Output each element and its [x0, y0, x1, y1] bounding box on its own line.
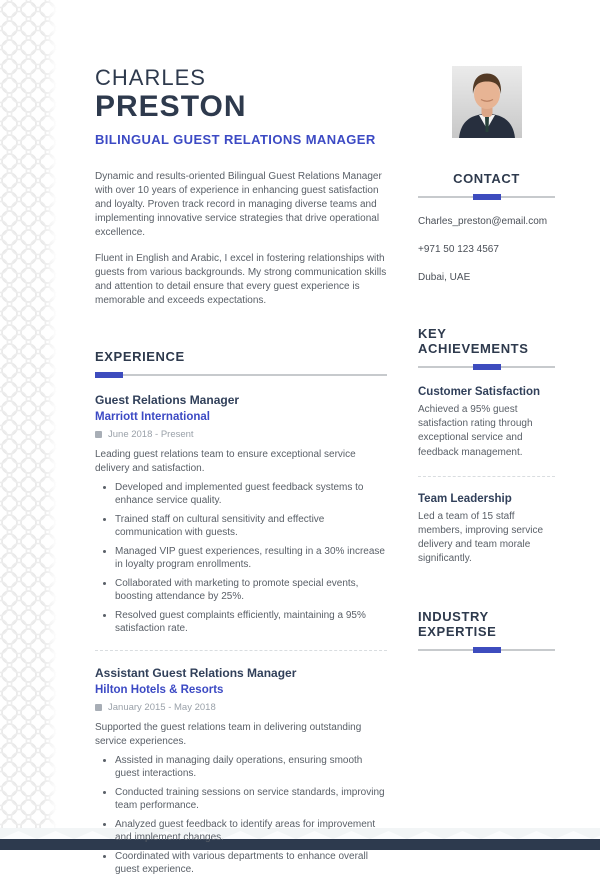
expertise-heading: INDUSTRY EXPERTISE: [418, 608, 497, 639]
job-bullet: • Developed and implemented guest feedback systems to enhance service quality.: [115, 481, 387, 508]
expertise-rule: [418, 647, 555, 653]
job-entry-2: [95, 666, 387, 877]
job-bullet: • Coordinated with various departments to enhance overall guest experience.: [115, 850, 387, 877]
achievement-description: Led a team of 15 staff members, improving service delivery and team morale significantly.: [418, 510, 544, 565]
summary-paragraph-2: Fluent in English and Arabic, I excel in fostering relationships with guests from various backgrounds. My strong communication skills and attention to detail ensure that every guest experience is memorable and exceeds expectations.: [95, 252, 387, 306]
job-bullet: • Trained staff on cultural sensitivity and effective communication with guests.: [115, 513, 387, 540]
experience-heading: EXPERIENCE: [95, 348, 185, 364]
job-company: Hilton Hotels & Resorts: [95, 683, 224, 696]
achievements-heading: KEY ACHIEVEMENTS: [418, 326, 529, 356]
job-dates-row: [95, 429, 387, 440]
job-dates: June 2018 - Present: [108, 428, 194, 440]
last-name: PRESTON: [95, 90, 247, 124]
decorative-pattern-strip: [0, 0, 57, 850]
job-bullet: • Conducted training sessions on service standards, improving team performance.: [115, 786, 387, 813]
first-name: CHARLES: [95, 65, 206, 90]
job-title: Guest Relations Manager: [95, 392, 240, 407]
achievement-title: Customer Satisfaction: [418, 386, 541, 398]
calendar-icon: [95, 704, 102, 711]
contact-rule: [418, 194, 555, 200]
achievement-divider: [418, 476, 555, 477]
contact-heading: CONTACT: [453, 171, 520, 186]
job-bullet: • Assisted in managing daily operations, ensuring smooth guest interactions.: [115, 754, 387, 781]
job-dates-row: [95, 702, 387, 713]
job-bullet-list: [95, 481, 387, 636]
job-dates: January 2015 - May 2018: [108, 701, 216, 713]
achievement-title: Team Leadership: [418, 492, 512, 505]
profile-photo: [452, 66, 522, 138]
job-summary: Supported the guest relations team in delivering outstanding service experiences.: [95, 721, 362, 747]
experience-rule: [95, 372, 387, 378]
job-company: Marriott International: [95, 410, 211, 423]
job-bullet: • Analyzed guest feedback to identify areas for improvement and implement changes.: [115, 818, 387, 845]
job-bullet: • Collaborated with marketing to promote special events, boosting attendance by 25%.: [115, 577, 387, 604]
job-title: Assistant Guest Relations Manager: [95, 665, 297, 680]
achievements-rule: [418, 364, 555, 370]
achievement-item-2: [418, 493, 555, 567]
job-divider: [95, 650, 387, 651]
rule-accent: [473, 647, 501, 653]
job-entry-1: [95, 393, 387, 636]
headline-job-title: BILINGUAL GUEST RELATIONS MANAGER: [95, 131, 376, 147]
rule-accent: [95, 372, 123, 378]
calendar-icon: [95, 431, 102, 438]
rule-line: [95, 374, 387, 376]
job-summary: Leading guest relations team to ensure exceptional service delivery and satisfaction.: [95, 448, 356, 474]
rule-accent: [473, 364, 501, 370]
job-bullet: • Managed VIP guest experiences, resulting in a 30% increase in loyalty program enrollments.: [115, 545, 387, 572]
contact-phone: +971 50 123 4567: [418, 244, 499, 255]
contact-email: Charles_preston@email.com: [418, 216, 548, 227]
achievement-item-1: [418, 386, 555, 460]
achievement-description: Achieved a 95% guest satisfaction rating through exceptional service and feedback management.: [418, 404, 533, 458]
sidebar-column: [418, 0, 555, 653]
summary-paragraph-1: Dynamic and results-oriented Bilingual Guest Relations Manager with over 10 years of experience in enhancing guest satisfaction and loyalty. Proven track record in managing diverse teams and implementing innovative service strategies that drive operational excellence.: [95, 170, 382, 238]
job-bullet: • Resolved guest complaints efficiently, maintaining a 95% satisfaction rate.: [115, 609, 387, 636]
main-column: [95, 0, 387, 882]
job-bullet-list: [95, 754, 387, 877]
rule-accent: [473, 194, 501, 200]
contact-location: Dubai, UAE: [418, 272, 471, 283]
